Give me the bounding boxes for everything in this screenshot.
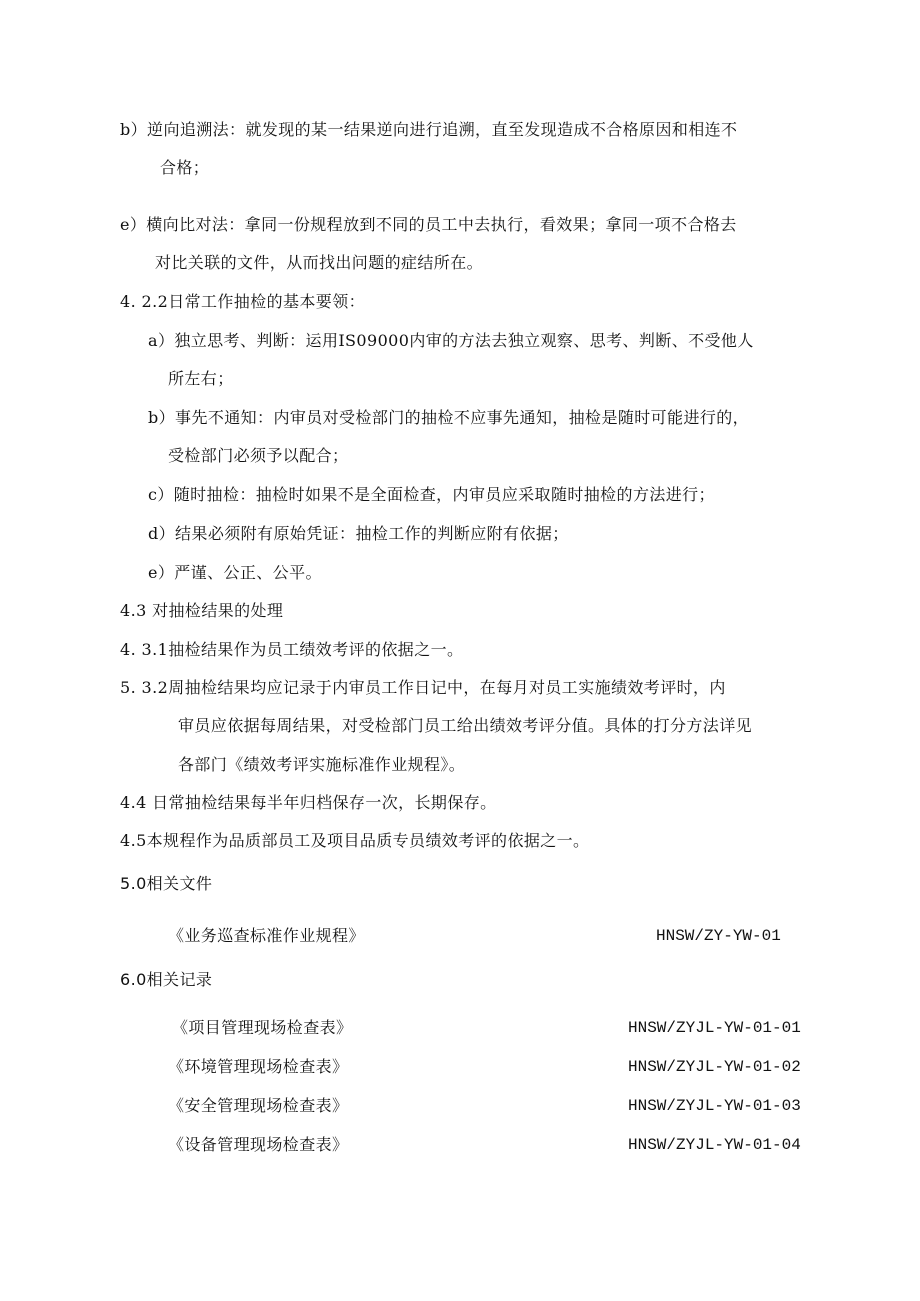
- section-5-3-2: 5. 3.2周抽检结果均应记录于内审员工作日记中，在每月对员工实施绩效考评时，内: [120, 678, 726, 697]
- section-4-2-2-heading: 4. 2.2日常工作抽检的基本要领：: [120, 292, 365, 311]
- record-title: 《安全管理现场检查表》: [168, 1096, 349, 1115]
- record-title: 《环境管理现场检查表》: [168, 1057, 349, 1076]
- item-c: c）随时抽检：抽检时如果不是全面检查，内审员应采取随时抽检的方法进行；: [148, 485, 715, 504]
- section-4-5: 4.5本规程作为品质部员工及项目品质专员绩效考评的依据之一。: [120, 831, 590, 850]
- record-code: HNSW/ZYJL-YW-01-04: [628, 1136, 801, 1154]
- section-4-3-heading: 4.3 对抽检结果的处理: [120, 601, 284, 620]
- method-e-continuation: 对比关联的文件，从而找出问题的症结所在。: [155, 253, 484, 272]
- related-document-code: HNSW/ZY-YW-01: [656, 927, 781, 945]
- method-b-line: b）逆向追溯法：就发现的某一结果逆向进行追溯，直至发现造成不合格原因和相连不: [120, 120, 738, 139]
- record-code: HNSW/ZYJL-YW-01-03: [628, 1097, 801, 1115]
- item-d: d）结果必须附有原始凭证：抽检工作的判断应附有依据；: [148, 524, 569, 543]
- section-4-3-1: 4. 3.1抽检结果作为员工绩效考评的依据之一。: [120, 640, 464, 659]
- method-b-continuation: 合格；: [160, 158, 210, 177]
- item-b-continuation: 受检部门必须予以配合；: [168, 446, 349, 465]
- section-5-3-2-continuation-1: 审员应依据每周结果，对受检部门员工给出绩效考评分值。具体的打分方法详见: [178, 716, 753, 735]
- section-5-3-2-continuation-2: 各部门《绩效考评实施标准作业规程》。: [178, 755, 466, 774]
- record-code: HNSW/ZYJL-YW-01-02: [628, 1058, 801, 1076]
- section-4-4: 4.4 日常抽检结果每半年归档保存一次，长期保存。: [120, 793, 497, 812]
- record-title: 《项目管理现场检查表》: [172, 1018, 353, 1037]
- method-e-line: e）横向比对法：拿同一份规程放到不同的员工中去执行，看效果；拿同一项不合格去: [120, 215, 737, 234]
- record-code: HNSW/ZYJL-YW-01-01: [628, 1019, 801, 1037]
- section-5-heading: 5.0相关文件: [120, 874, 213, 893]
- record-title: 《设备管理现场检查表》: [168, 1135, 349, 1154]
- item-e: e）严谨、公正、公平。: [148, 563, 322, 582]
- section-6-heading: 6.0相关记录: [120, 970, 213, 989]
- related-document-title: 《业务巡查标准作业规程》: [168, 926, 365, 945]
- item-a-continuation: 所左右；: [168, 369, 234, 388]
- item-b: b）事先不通知：内审员对受检部门的抽检不应事先通知，抽检是随时可能进行的，: [148, 408, 750, 427]
- item-a: a）独立思考、判断：运用IS09000内审的方法去独立观察、思考、判断、不受他人: [148, 331, 754, 350]
